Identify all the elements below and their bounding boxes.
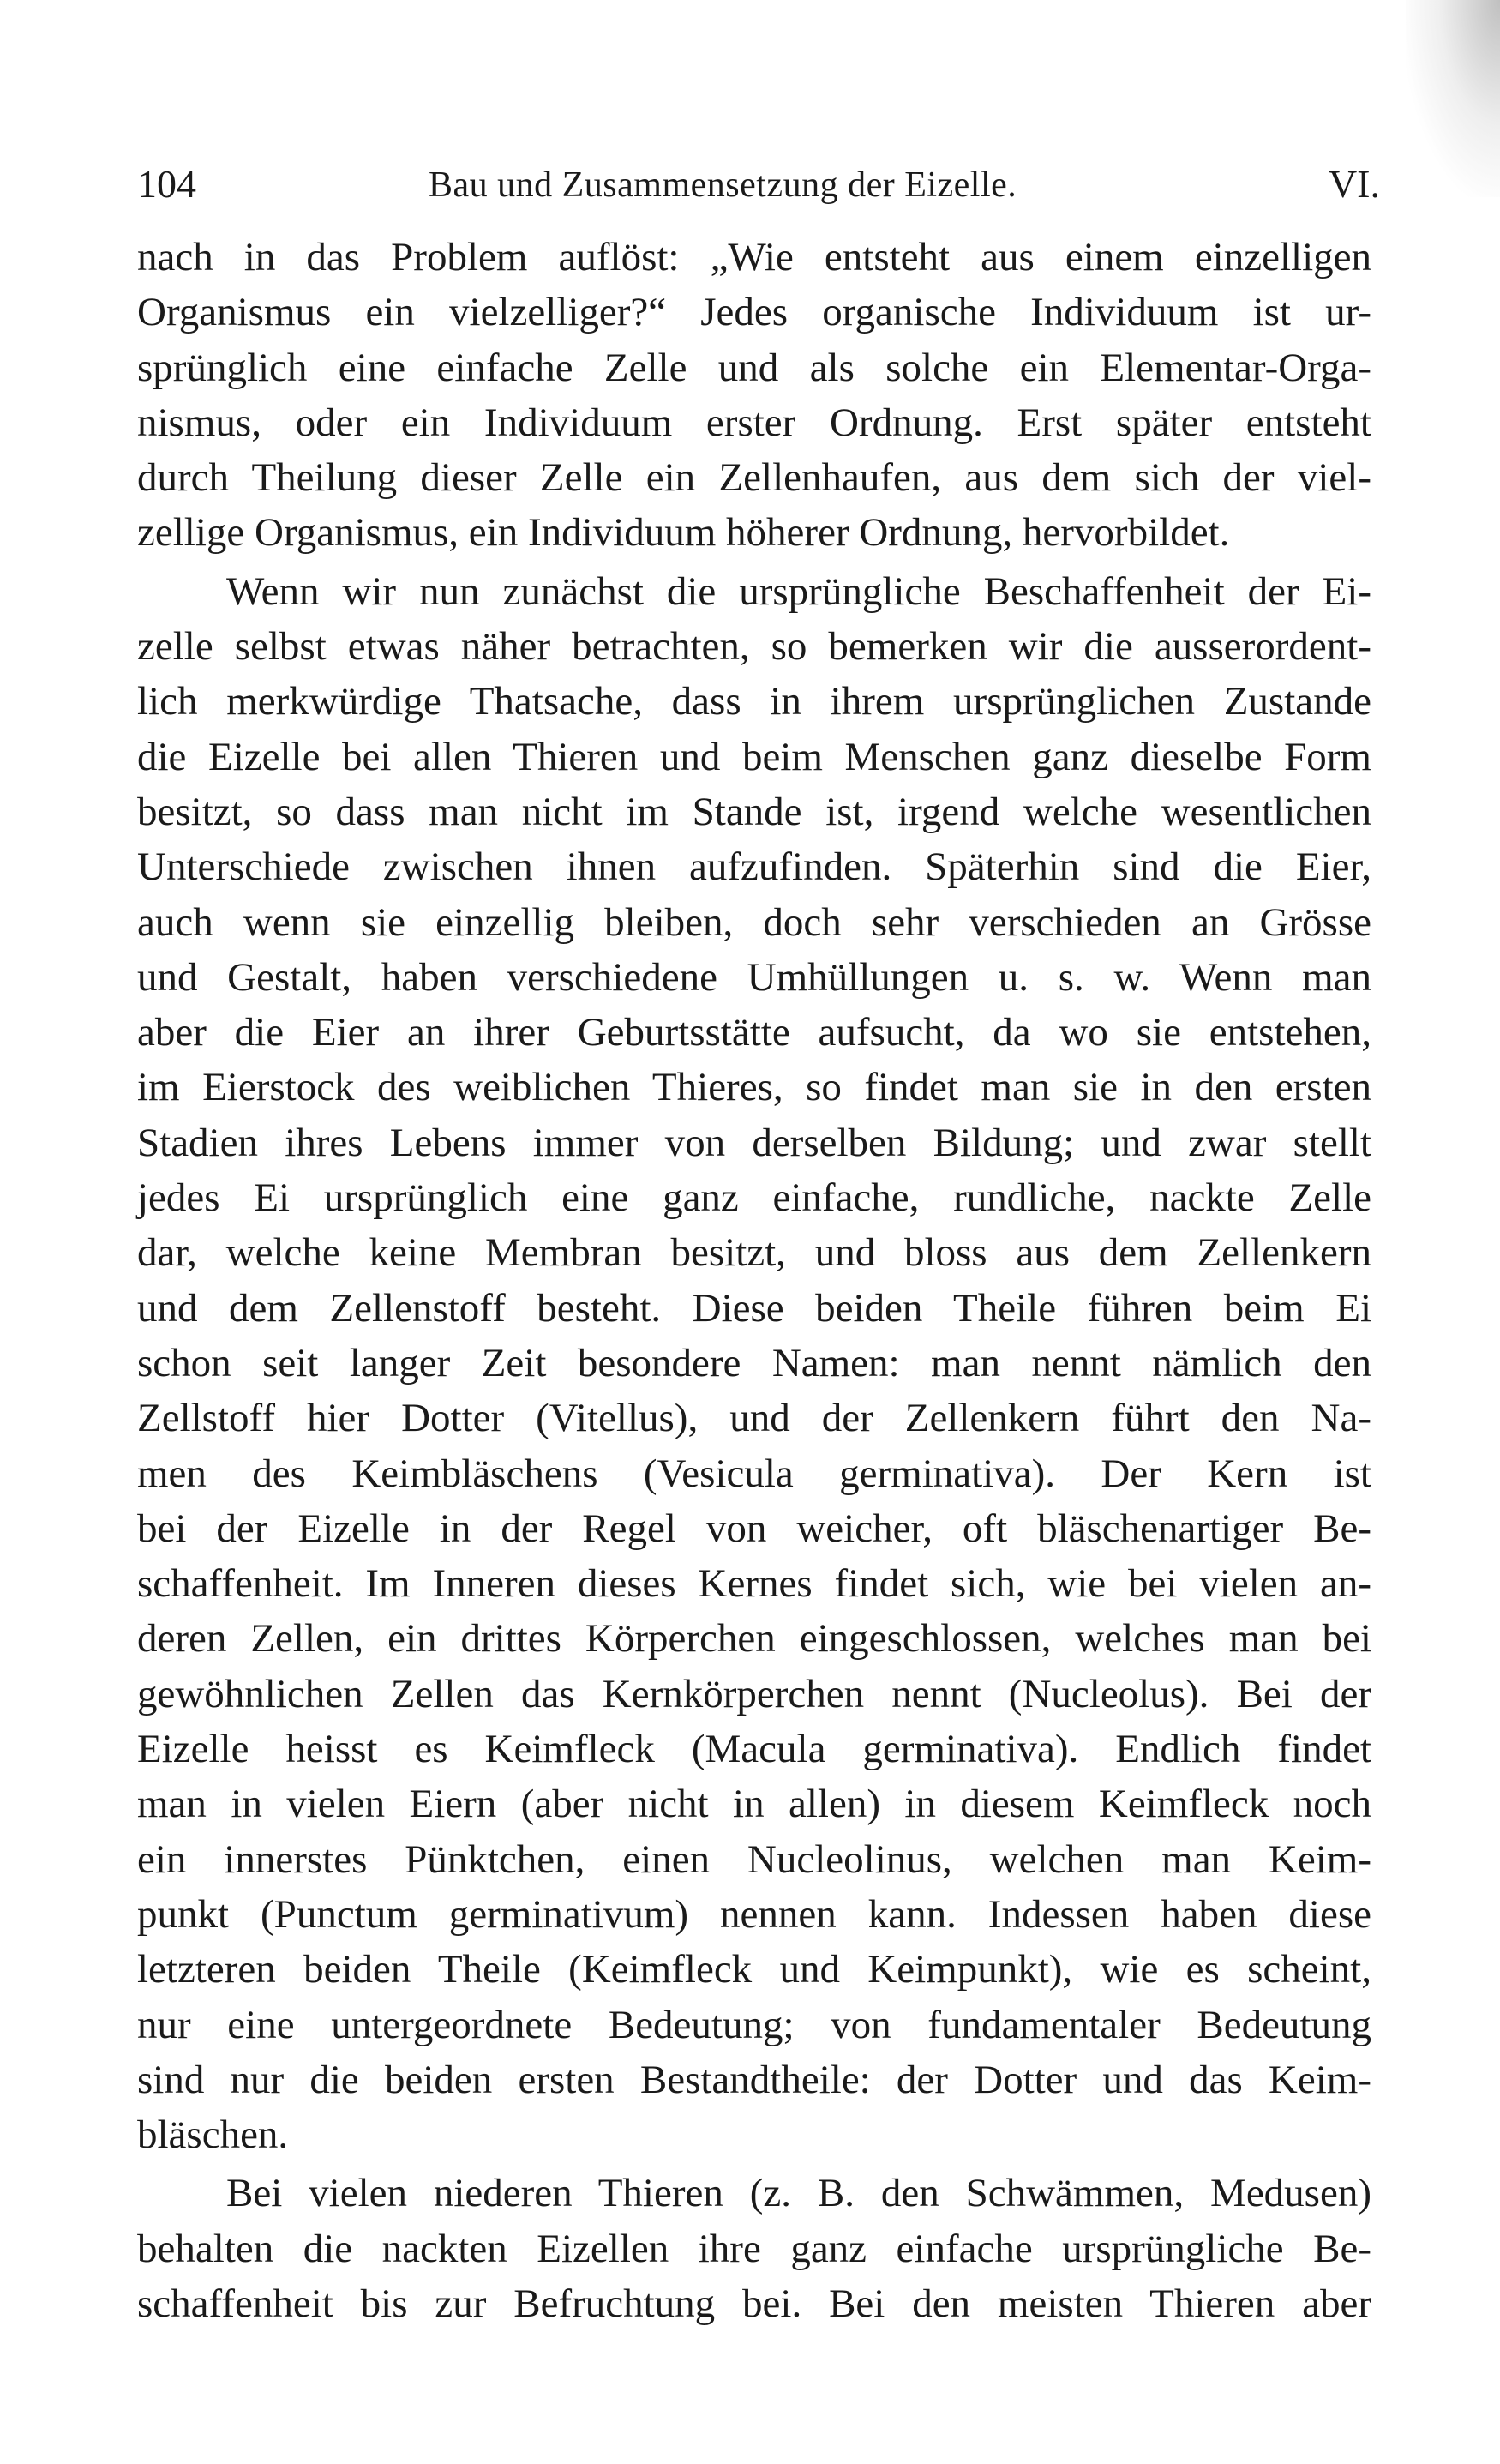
text-line: durch Theilung dieser Zelle ein Zellenhaufen, aus dem sich der viel- — [137, 455, 1371, 501]
text-line: besitzt, so dass man nicht im Stande ist, irgend welche wesentlichen — [137, 789, 1371, 834]
scan-edge-shadow — [1406, 0, 1500, 197]
paragraph — [137, 564, 1371, 2163]
text-line: man in vielen Eiern (aber nicht in allen) in diesem Keimfleck noch — [137, 1782, 1371, 1827]
text-line: behalten die nackten Eizellen ihre ganz einfache ursprüngliche Be- — [137, 2226, 1371, 2271]
text-line: sind nur die beiden ersten Bestandtheile: der Dotter und das Keim- — [137, 2057, 1371, 2102]
text-line: sprünglich eine einfache Zelle und als solche ein Elementar-Orga- — [137, 345, 1371, 390]
text-line: dar, welche keine Membran besitzt, und bloss aus dem Zellenkern — [137, 1230, 1371, 1276]
text-line: zelle selbst etwas näher betrachten, so bemerken wir die ausserordent- — [137, 624, 1371, 670]
text-line: nismus, oder ein Individuum erster Ordnung. Erst später entsteht — [137, 400, 1371, 445]
text-line: und dem Zellenstoff besteht. Diese beiden Theile führen beim Ei — [137, 1285, 1371, 1331]
running-title: Bau und Zusammensetzung der Eizelle. — [429, 165, 1017, 205]
text-line: Stadien ihres Lebens immer von derselben Bildung; und zwar stellt — [137, 1120, 1371, 1165]
text-line: deren Zellen, ein drittes Körperchen eingeschlossen, welches man bei — [137, 1616, 1371, 1662]
text-line: Unterschiede zwischen ihnen aufzufinden. Späterhin sind die Eier, — [137, 844, 1371, 890]
paragraph — [137, 230, 1371, 561]
chapter-number: VI. — [1328, 162, 1380, 206]
text-line: bläschen. — [137, 2112, 289, 2158]
text-line: nur eine untergeordnete Bedeutung; von fundamentaler Bedeutung — [137, 2002, 1371, 2047]
text-line: punkt (Punctum germinativum) nennen kann. Indessen haben diese — [137, 1891, 1371, 1937]
text-line: Eizelle heisst es Keimfleck (Macula germinativa). Endlich findet — [137, 1727, 1371, 1772]
text-line: jedes Ei ursprünglich eine ganz einfache, rundliche, nackte Zelle — [137, 1175, 1371, 1221]
text-line: im Eierstock des weiblichen Thieres, so findet man sie in den ersten — [137, 1065, 1371, 1110]
text-line: men des Keimbläschens (Vesicula germinativa). Der Kern ist — [137, 1451, 1371, 1496]
text-line: bei der Eizelle in der Regel von weicher, oft bläschenartiger Be- — [137, 1505, 1371, 1551]
text-line: auch wenn sie einzellig bleiben, doch sehr verschieden an Grösse — [137, 899, 1371, 945]
text-line: letzteren beiden Theile (Keimfleck und Keimpunkt), wie es scheint, — [137, 1947, 1371, 1992]
text-line: Zellstoff hier Dotter (Vitellus), und der Zellenkern führt den Na- — [137, 1396, 1371, 1441]
text-line: nach in das Problem auflöst: „Wie entsteht aus einem einzelligen — [137, 235, 1371, 279]
text-line: aber die Eier an ihrer Geburtsstätte aufsucht, da wo sie entstehen, — [137, 1010, 1371, 1055]
text-line: lich merkwürdige Thatsache, dass in ihrem ursprünglichen Zustande — [137, 679, 1371, 724]
text-line: schaffenheit. Im Inneren dieses Kernes findet sich, wie bei vielen an- — [137, 1561, 1371, 1607]
text-line: schon seit langer Zeit besondere Namen: man nennt nämlich den — [137, 1340, 1371, 1385]
body-text — [137, 230, 1371, 2331]
text-line: Organismus ein vielzelliger?“ Jedes organische Individuum ist ur- — [137, 290, 1371, 335]
page-number: 104 — [137, 162, 196, 206]
text-line: zellige Organismus, ein Individuum höherer Ordnung, hervorbildet. — [137, 510, 1230, 556]
text-line: die Eizelle bei allen Thieren und beim Menschen ganz dieselbe Form — [137, 734, 1371, 779]
paragraph — [137, 2166, 1371, 2331]
text-line: gewöhnlichen Zellen das Kernkörperchen nennt (Nucleolus). Bei der — [137, 1671, 1371, 1716]
text-line: ein innerstes Pünktchen, einen Nucleolinus, welchen man Keim- — [137, 1836, 1371, 1882]
text-line: und Gestalt, haben verschiedene Umhüllungen u. s. w. Wenn man — [137, 954, 1371, 1000]
text-line: Wenn wir nun zunächst die ursprüngliche Beschaffenheit der Ei- — [226, 568, 1371, 614]
text-line: schaffenheit bis zur Befruchtung bei. Bei den meisten Thieren aber — [137, 2281, 1371, 2326]
running-header — [137, 161, 1380, 213]
text-line: Bei vielen niederen Thieren (z. B. den Schwämmen, Medusen) — [226, 2171, 1371, 2216]
